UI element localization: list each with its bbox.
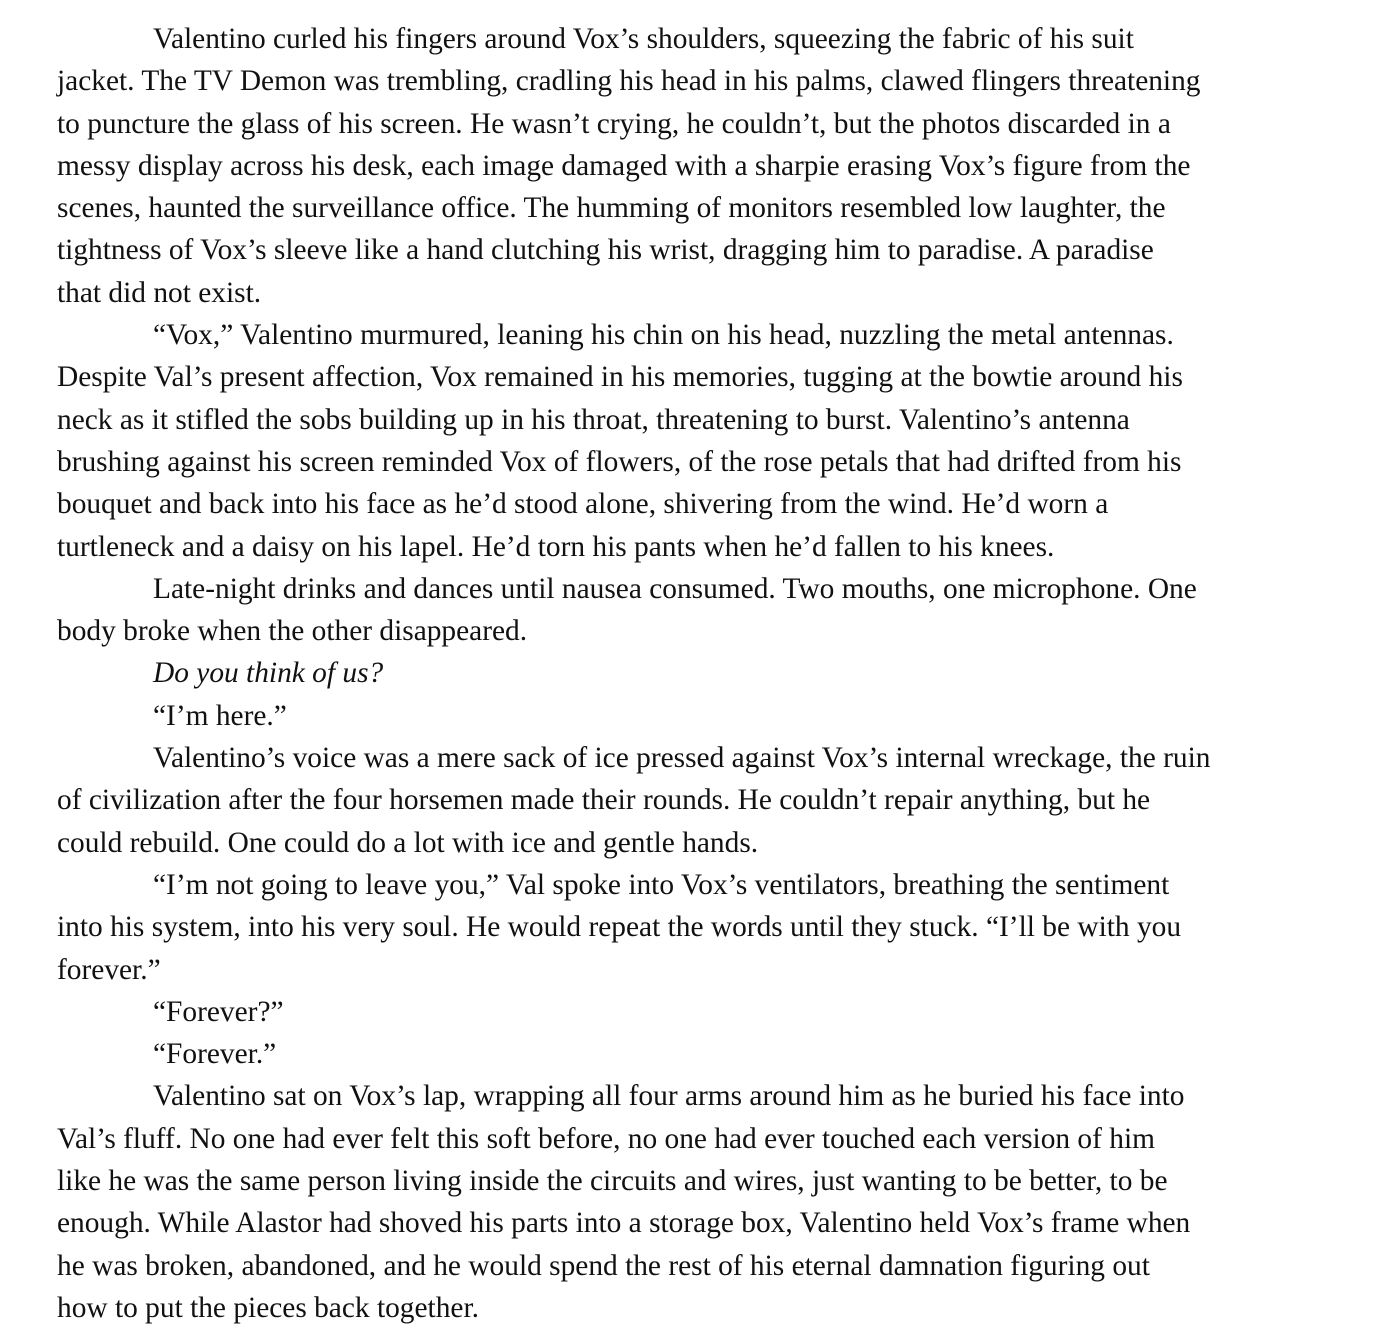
paragraph-7-line-2: into his system, into his very soul. He would repeat the words until they stuck. “I’ll be with you — [57, 911, 1182, 944]
paragraph-6-line-2: of civilization after the four horsemen made their rounds. He couldn’t repair anything, but he — [57, 784, 1151, 817]
document-page — [57, 18, 1312, 1329]
paragraph-2-line-6: turtleneck and a daisy on his lapel. He’d torn his pants when he’d fallen to his knees. — [57, 530, 1055, 563]
paragraph-1-line-6: tightness of Vox’s sleeve like a hand clutching his wrist, dragging him to paradise. A paradise — [57, 234, 1154, 267]
paragraph-10-line-3: like he was the same person living inside the circuits and wires, just wanting to be better, to be — [57, 1165, 1168, 1198]
paragraph-2-line-3: neck as it stifled the sobs building up in his throat, threatening to burst. Valentino’s antenna — [57, 403, 1130, 436]
paragraph-1-line-5: scenes, haunted the surveillance office. The humming of monitors resembled low laughter, the — [57, 192, 1166, 225]
paragraph-10-line-2: Val’s fluff. No one had ever felt this soft before, no one had ever touched each version of him — [57, 1122, 1155, 1155]
paragraph-1-line-1: Valentino curled his fingers around Vox’s shoulders, squeezing the fabric of his suit — [153, 23, 1134, 55]
paragraph-1 — [57, 18, 1312, 314]
paragraph-2-line-5: bouquet and back into his face as he’d stood alone, shivering from the wind. He’d worn a — [57, 488, 1109, 521]
paragraph-6 — [57, 737, 1312, 864]
paragraph-7-line-3: forever.” — [57, 953, 161, 986]
paragraph-10-line-1: Valentino sat on Vox’s lap, wrapping all four arms around him as he buried his face into — [153, 1080, 1185, 1113]
paragraph-6-line-1: Valentino’s voice was a mere sack of ice pressed against Vox’s internal wreckage, the ruin — [153, 742, 1211, 775]
paragraph-6-line-3: could rebuild. One could do a lot with ice and gentle hands. — [57, 826, 759, 859]
paragraph-10-line-4: enough. While Alastor had shoved his parts into a storage box, Valentino held Vox’s frame when — [57, 1207, 1191, 1240]
paragraph-10-line-5: he was broken, abandoned, and he would spend the rest of his eternal damnation figuring out — [57, 1249, 1150, 1282]
paragraph-7 — [57, 864, 1312, 991]
paragraph-2-line-4: brushing against his screen reminded Vox of flowers, of the rose petals that had drifted from his — [57, 445, 1182, 478]
paragraph-8 — [57, 991, 1312, 1033]
paragraph-4 — [57, 652, 1312, 694]
paragraph-3-line-1: Late-night drinks and dances until nausea consumed. Two mouths, one microphone. One — [153, 572, 1197, 605]
paragraph-10 — [57, 1075, 1312, 1329]
paragraph-3-line-2: body broke when the other disappeared. — [57, 615, 528, 648]
paragraph-1-line-7: that did not exist. — [57, 276, 262, 309]
paragraph-4-line-1: Do you think of us? — [153, 657, 384, 690]
paragraph-7-line-1: “I’m not going to leave you,” Val spoke into Vox’s ventilators, breathing the sentiment — [153, 868, 1170, 901]
paragraph-2-line-2: Despite Val’s present affection, Vox remained in his memories, tugging at the bowtie around his — [57, 361, 1183, 394]
paragraph-9 — [57, 1033, 1312, 1075]
paragraph-1-line-4: messy display across his desk, each image damaged with a sharpie erasing Vox’s figure from the — [57, 149, 1191, 182]
paragraph-1-line-2: jacket. The TV Demon was trembling, cradling his head in his palms, clawed flingers threatening — [57, 65, 1201, 98]
paragraph-9-line-1: “Forever.” — [153, 1038, 277, 1071]
paragraph-2-line-1: “Vox,” Valentino murmured, leaning his chin on his head, nuzzling the metal antennas. — [153, 319, 1174, 352]
paragraph-5-line-1: “I’m here.” — [153, 699, 287, 732]
paragraph-10-line-6: how to put the pieces back together. — [57, 1291, 479, 1324]
paragraph-2 — [57, 314, 1312, 568]
paragraph-1-line-3: to puncture the glass of his screen. He wasn’t crying, he couldn’t, but the photos discarded in a — [57, 107, 1171, 140]
paragraph-8-line-1: “Forever?” — [153, 995, 284, 1028]
paragraph-5 — [57, 695, 1312, 737]
paragraph-3 — [57, 568, 1312, 653]
